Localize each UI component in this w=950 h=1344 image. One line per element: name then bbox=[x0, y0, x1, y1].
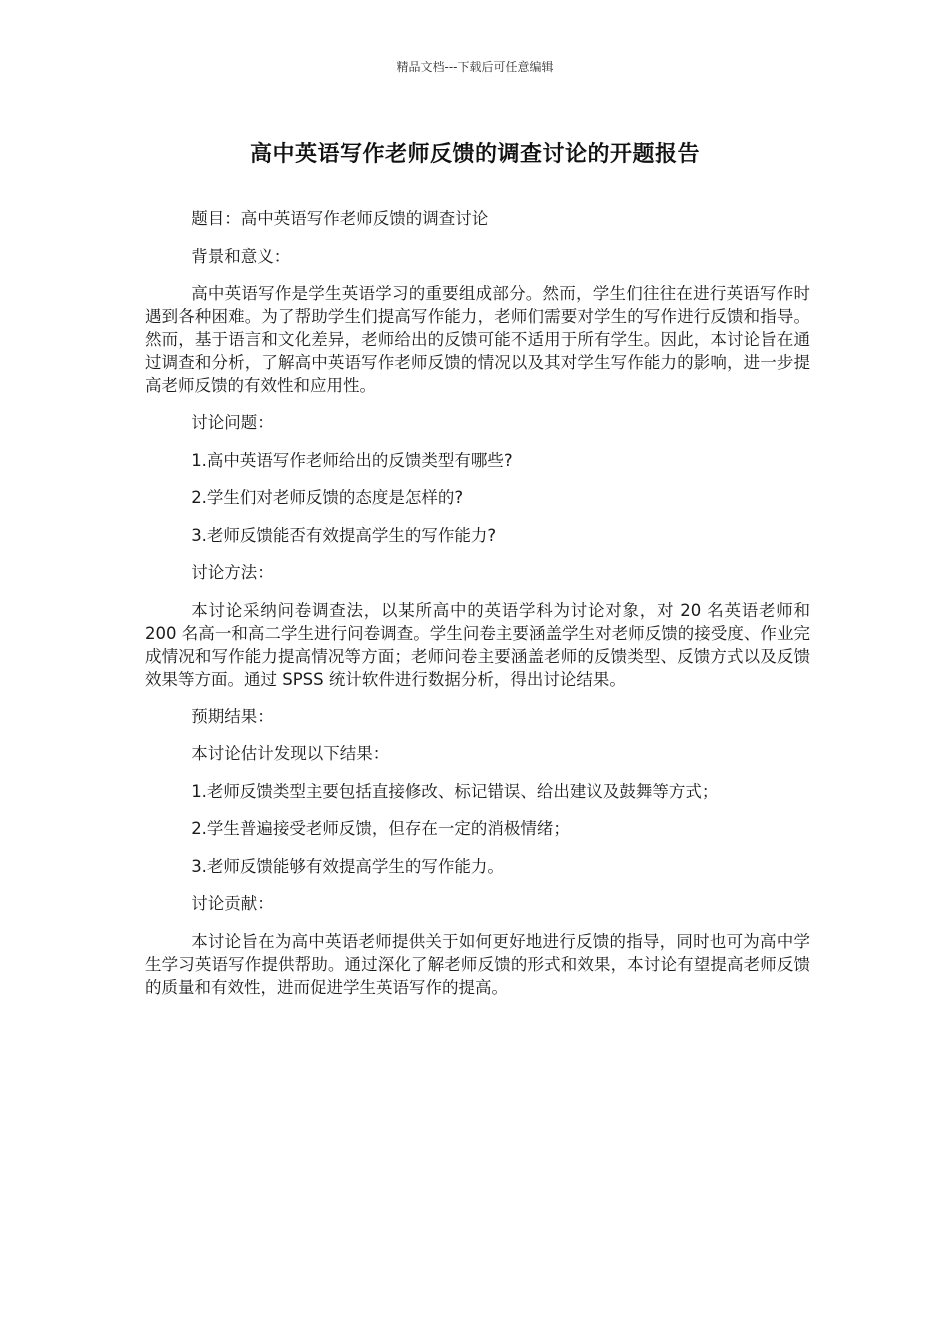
topic-line: 题目：高中英语写作老师反馈的调查讨论 bbox=[191, 209, 489, 228]
question-item: 2.学生们对老师反馈的态度是怎样的? bbox=[191, 488, 464, 507]
contribution-paragraph: 本讨论旨在为高中英语老师提供关于如何更好地进行反馈的指导，同时也可为高中学生学习英语写作提供帮助。通过深化了解老师反馈的形式和效果，本讨论有望提高老师反馈的质量和有效性，进而促进学生英语写作的提高。 bbox=[145, 931, 810, 997]
document-title: 高中英语写作老师反馈的调查讨论的开题报告 bbox=[249, 142, 700, 167]
result-item: 1.老师反馈类型主要包括直接修改、标记错误、给出建议及鼓舞等方式； bbox=[191, 781, 719, 801]
expected-results-intro: 本讨论估计发现以下结果： bbox=[191, 744, 390, 763]
background-paragraph: 高中英语写作是学生英语学习的重要组成部分。然而，学生们往往在进行英语写作时遇到各种困难。为了帮助学生们提高写作能力，老师们需要对学生的写作进行反馈和指导。然而，基于语言和文化差异，老师给出的反馈可能不适用于所有学生。因此，本讨论旨在通过调查和分析，了解高中英语写作老师反馈的情况以及其对学生写作能力的影响，进一步提高老师反馈的有效性和应用性。 bbox=[145, 284, 810, 395]
question-item: 3.老师反馈能否有效提高学生的写作能力? bbox=[191, 525, 497, 545]
question-item: 1.高中英语写作老师给出的反馈类型有哪些? bbox=[191, 450, 513, 470]
result-item: 2.学生普遍接受老师反馈，但存在一定的消极情绪； bbox=[191, 819, 570, 838]
result-item: 3.老师反馈能够有效提高学生的写作能力。 bbox=[191, 856, 504, 876]
method-paragraph: 本讨论采纳问卷调查法，以某所高中的英语学科为讨论对象，对 20 名英语老师和 200 名高一和高二学生进行问卷调查。学生问卷主要涵盖学生对老师反馈的接受度、作业完成情况和写作能力提高情况等方面；老师问卷主要涵盖老师的反馈类型、反馈方式以及反馈效果等方面。通过 SPSS 统计软件进行数据分析，得出讨论结果。 bbox=[145, 600, 810, 689]
section-heading-contribution: 讨论贡献： bbox=[191, 894, 274, 913]
section-heading-expected-results: 预期结果： bbox=[191, 706, 274, 726]
section-heading-method: 讨论方法： bbox=[191, 563, 274, 582]
section-heading-background: 背景和意义： bbox=[191, 246, 291, 266]
section-heading-questions: 讨论问题： bbox=[191, 413, 274, 432]
header-note: 精品文档---下载后可任意编辑 bbox=[396, 60, 554, 74]
document-body bbox=[145, 207, 810, 1013]
